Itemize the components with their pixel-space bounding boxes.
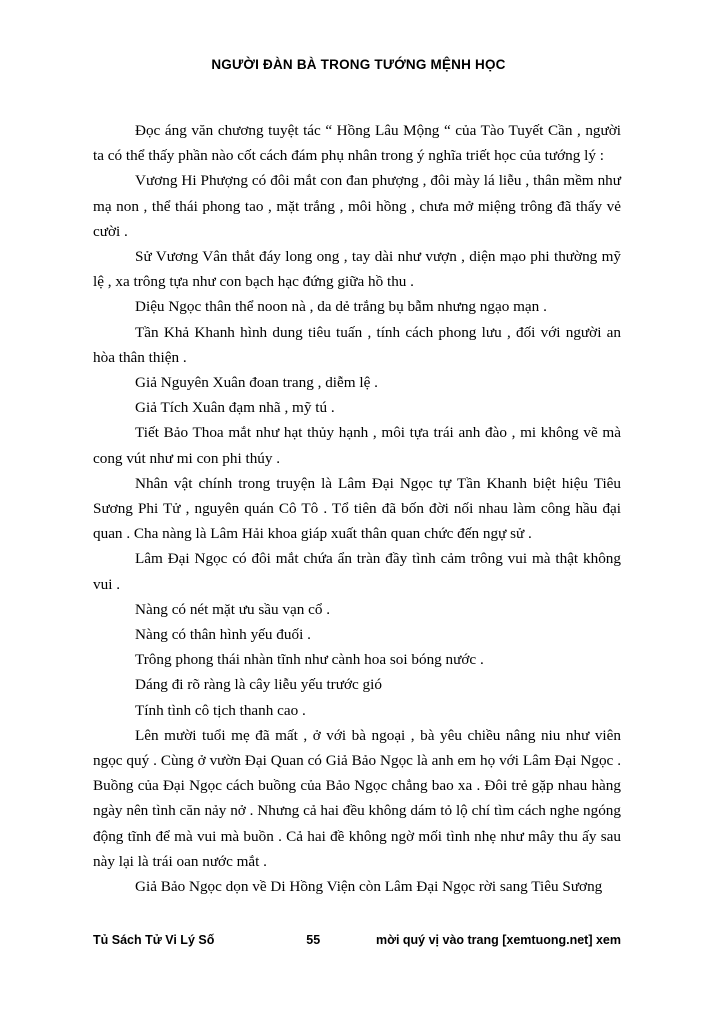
page-number: 55	[306, 933, 321, 947]
paragraph: Tiết Bảo Thoa mắt như hạt thủy hạnh , môi tựa trái anh đào , mi không vẽ mà cong vút như mi con phi thúy .	[93, 424, 621, 467]
paragraph: Nhân vật chính trong truyện là Lâm Đại Ngọc tự Tần Khanh biệt hiệu Tiêu Sương Phi Tử , nguyên quán Cô Tô . Tổ tiên đã bốn đời nối nhau làm công hầu đại quan . Cha nàng là Lâm Hải khoa giáp xuất thân quan chức đến ngự sử .	[93, 474, 621, 543]
paragraph: Diệu Ngọc thân thể noon nà , da dẻ trắng bụ bẫm nhưng ngạo mạn .	[135, 298, 547, 316]
paragraph: Vương Hi Phượng có đôi mắt con đan phượng , đôi mày lá liễu , thân mềm như mạ non , thể thái phong tao , mặt trắng , môi hồng , chưa mở miệng trông đã thấy vẻ cười .	[93, 172, 621, 240]
paragraph: Dáng đi rõ ràng là cây liễu yếu trước gió	[135, 676, 382, 694]
paragraph: Giả Bảo Ngọc dọn về Di Hồng Viện còn Lâm Đại Ngọc rời sang Tiêu Sương	[135, 878, 603, 896]
paragraph: Lên mười tuổi mẹ đã mất , ở với bà ngoại , bà yêu chiều nâng niu như viên ngọc quý . Cùng ở vườn Đại Quan có Giả Bảo Ngọc là anh em họ với Lâm Đại Ngọc . Buồng của Đại Ngọc cách buồng của Bảo Ngọc chẳng bao xa . Đôi trẻ gặp nhau hàng ngày nên tình căn nảy nở . Nhưng cả hai đều không dám tỏ lộ chí tìm cách nghe ngóng động tĩnh để mà vui mà buồn . Cả hai đề không ngờ mối tình nhẹ như mây thu ấy sau này lại là trái oan nước mắt .	[93, 726, 621, 870]
paragraph: Sử Vương Vân thắt đáy long ong , tay dài như vượn , diện mạo phi thường mỹ lệ , xa trông tựa như con bạch hạc đứng giữa hồ thu .	[93, 248, 621, 291]
paragraph: Giả Tích Xuân đạm nhã , mỹ tú .	[135, 399, 335, 417]
paragraph: Nàng có thân hình yếu đuối .	[135, 626, 311, 644]
paragraph: Tính tình cô tịch thanh cao .	[135, 701, 306, 719]
paragraph: Tần Khả Khanh hình dung tiêu tuấn , tính cách phong lưu , đối với người an hòa thân thiện .	[93, 323, 621, 366]
footer-right-label: mời quý vị vào trang [xemtuong.net] xem	[375, 933, 621, 947]
page-footer	[93, 933, 621, 947]
paragraph: Giả Nguyên Xuân đoan trang , diễm lệ .	[135, 374, 378, 392]
page-header: NGƯỜI ĐÀN BÀ TRONG TƯỚNG MỆNH HỌC	[211, 57, 506, 72]
paragraph: Lâm Đại Ngọc có đôi mắt chứa ẩn tràn đầy tình cảm trông vui mà thật không vui .	[93, 550, 621, 593]
paragraph: Đọc áng văn chương tuyệt tác “ Hồng Lâu Mộng “ của Tào Tuyết Cần , người ta có thể thấy phần nào cốt cách đám phụ nhân trong ý nghĩa triết học của tướng lý :	[93, 122, 621, 165]
paragraph: Trông phong thái nhàn tĩnh như cành hoa soi bóng nước .	[135, 651, 484, 669]
body-text	[93, 118, 621, 899]
paragraph: Nàng có nét mặt ưu sầu vạn cổ .	[135, 600, 331, 618]
footer-left-label: Tủ Sách Tử Vi Lý Số	[93, 933, 215, 947]
